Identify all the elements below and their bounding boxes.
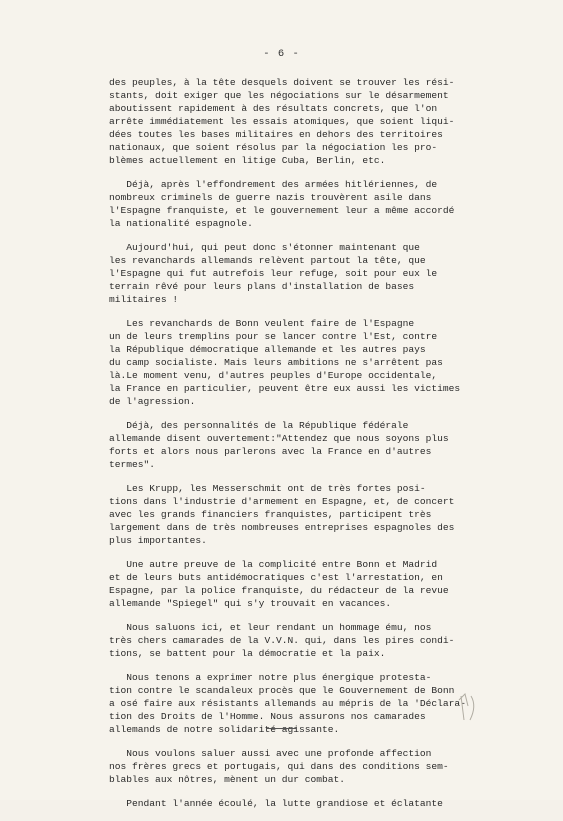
text-line: plus importantes. <box>109 535 207 546</box>
paragraph <box>109 241 529 306</box>
text-line: l'Espagne franquiste, et le gouvernement leur a même accordé <box>109 205 455 216</box>
text-line: tions, se battent pour la démocratie et la paix. <box>109 648 386 659</box>
text-line: allemands de notre solidarité agissante. <box>109 724 340 735</box>
text-line: Les revanchards de Bonn veulent faire de l'Espagne <box>109 318 415 329</box>
text-line: Déjà, des personnalités de la République fédérale <box>109 420 409 431</box>
text-line: des peuples, à la tête desquels doivent se trouver les rési- <box>109 77 455 88</box>
text-line: militaires ! <box>109 294 179 305</box>
text-line: très chers camarades de la V.V.N. qui, dans les pires condi- <box>109 635 455 646</box>
text-line: un de leurs tremplins pour se lancer contre l'Est, contre <box>109 331 438 342</box>
text-line: avec les grands financiers franquistes, participent très <box>109 509 432 520</box>
text-line: termes". <box>109 459 156 470</box>
text-line: la nationalité espagnole. <box>109 218 253 229</box>
text-line: blèmes actuellement en litige Cuba, Berlin, etc. <box>109 155 386 166</box>
text-line: aboutissent rapidement à des résultats concrets, que l'on <box>109 103 438 114</box>
paragraph <box>109 558 529 610</box>
text-line: Une autre preuve de la complicité entre Bonn et Madrid <box>109 559 438 570</box>
paragraph <box>109 76 529 167</box>
text-line: allemande "Spiegel" qui s'y trouvait en vacances. <box>109 598 392 609</box>
text-line: terrain rêvé pour leurs plans d'installation de bases <box>109 281 415 292</box>
text-line: du camp socialiste. Mais leurs ambitions ne s'arrêtent pas <box>109 357 443 368</box>
text-line: et de leurs buts antidémocratiques c'est l'arrestation, en <box>109 572 443 583</box>
text-line: allemande disent ouvertement:"Attendez que nous soyons plus <box>109 433 449 444</box>
text-line: nos frères grecs et portugais, qui dans des conditions sem- <box>109 761 449 772</box>
text-line: Aujourd'hui, qui peut donc s'étonner maintenant que <box>109 242 420 253</box>
paragraph <box>109 419 529 471</box>
pencil-annotation-icon <box>456 690 480 729</box>
text-line: Déjà, après l'effondrement des armées hitlériennes, de <box>109 179 438 190</box>
text-line: Nous tenons a exprimer notre plus énergique protesta- <box>109 672 432 683</box>
text-line: dées toutes les bases militaires en dehors des territoires <box>109 129 443 140</box>
text-line: Nous saluons ici, et leur rendant un hommage ému, nos <box>109 622 432 633</box>
text-line: blables aux nôtres, mènent un dur combat. <box>109 774 346 785</box>
text-line: Espagne, par la police franquiste, du rédacteur de la revue <box>109 585 449 596</box>
paragraph <box>109 621 529 660</box>
text-line: de l'agression. <box>109 396 196 407</box>
end-of-page-rule <box>266 728 296 729</box>
text-line: tion contre le scandaleux procès que le Gouvernement de Bonn <box>109 685 455 696</box>
paragraph <box>109 797 529 810</box>
text-line: Pendant l'année écoulé, la lutte grandiose et éclatante <box>109 798 443 809</box>
paragraph <box>109 747 529 786</box>
text-line: tions dans l'industrie d'armement en Espagne, et, de concert <box>109 496 455 507</box>
paragraph <box>109 482 529 547</box>
text-line: nombreux criminels de guerre nazis trouvèrent asile dans <box>109 192 432 203</box>
text-line: la République démocratique allemande et les autres pays <box>109 344 426 355</box>
text-line: nationaux, que soient résolus par la négociation les pro- <box>109 142 438 153</box>
text-line: arrête immédiatement les essais atomiques, que soient liqui- <box>109 116 455 127</box>
text-line: a osé faire aux résistants allemands au mépris de la 'Déclara- <box>109 698 466 709</box>
text-line: Les Krupp, les Messerschmit ont de très fortes posi- <box>109 483 426 494</box>
text-line: Nous voulons saluer aussi avec une profonde affection <box>109 748 432 759</box>
text-line: stants, doit exiger que les négociations sur le désarmement <box>109 90 449 101</box>
text-line: là.Le moment venu, d'autres peuples d'Europe occidentale, <box>109 370 438 381</box>
text-line: forts et alors nous parlerons avec la France en d'autres <box>109 446 432 457</box>
page-number: - 6 - <box>263 48 300 60</box>
text-line: largement dans de très nombreuses entreprises espagnoles des <box>109 522 455 533</box>
paragraph <box>109 317 529 408</box>
text-line: l'Espagne qui fut autrefois leur refuge, soit pour eux le <box>109 268 438 279</box>
text-line: la France en particulier, peuvent être eux aussi les victimes <box>109 383 461 394</box>
text-line: tion des Droits de l'Homme. Nous assurons nos camarades <box>109 711 426 722</box>
text-line: les revanchards allemands relèvent partout la tête, que <box>109 255 426 266</box>
paragraph <box>109 178 529 230</box>
